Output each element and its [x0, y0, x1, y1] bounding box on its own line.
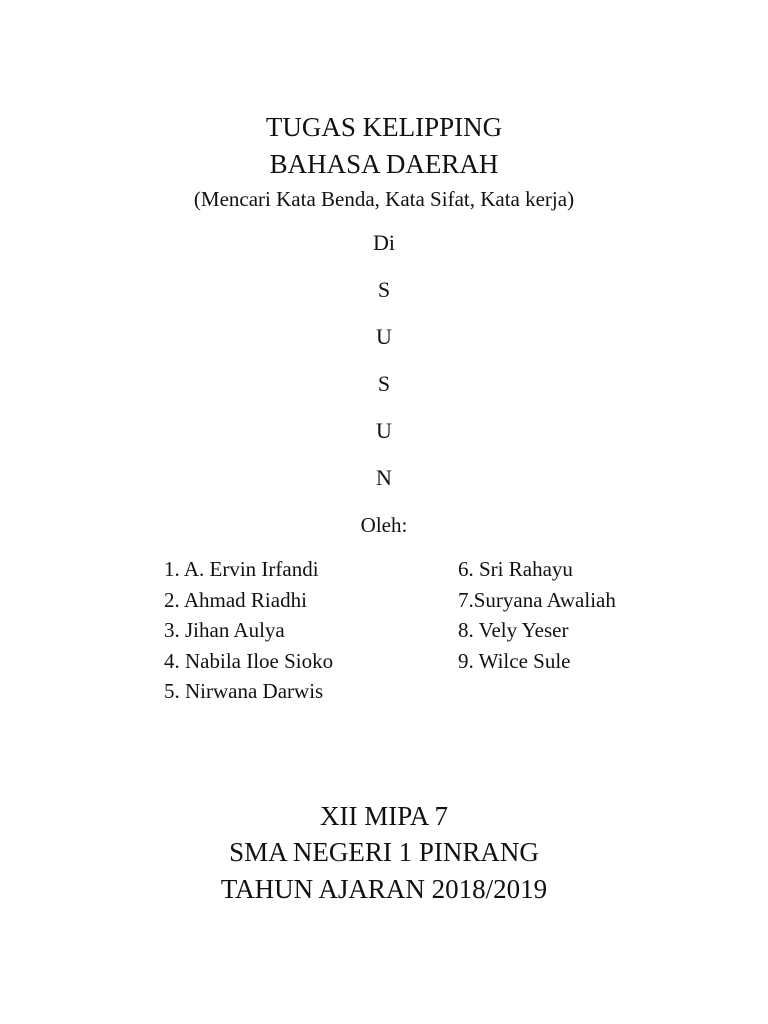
member-list-left [164, 556, 333, 709]
class-name: XII MIPA 7 [319, 801, 449, 831]
list-item: 4. Nabila Iloe Sioko [164, 648, 334, 673]
oleh-label: Oleh: [360, 513, 408, 537]
list-item: 1. A. Ervin Irfandi [164, 557, 319, 581]
vertical-text-s1: S [377, 277, 391, 302]
list-item: 2. Ahmad Riadhi [164, 587, 307, 612]
title-line-2: BAHASA DAERAH [269, 149, 499, 179]
vertical-text-di: Di [373, 230, 395, 255]
vertical-text-u2: U [376, 418, 392, 443]
subtitle: (Mencari Kata Benda, Kata Sifat, Kata kerja) [193, 187, 575, 211]
list-item: 3. Jihan Aulya [164, 618, 285, 642]
member-list-right [458, 556, 616, 678]
list-item: 7.Suryana Awaliah [458, 587, 616, 612]
list-item: 8. Vely Yeser [458, 618, 569, 642]
academic-year: TAHUN AJARAN 2018/2019 [220, 874, 548, 904]
school-name: SMA NEGERI 1 PINRANG [229, 837, 539, 867]
title-line-1: TUGAS KELIPPING [265, 112, 503, 142]
vertical-text-n: N [376, 465, 392, 490]
vertical-text-u1: U [376, 324, 392, 349]
list-item: 5. Nirwana Darwis [164, 679, 324, 703]
vertical-text-s2: S [377, 371, 391, 396]
list-item: 9. Wilce Sule [458, 648, 571, 673]
list-item: 6. Sri Rahayu [458, 557, 573, 581]
